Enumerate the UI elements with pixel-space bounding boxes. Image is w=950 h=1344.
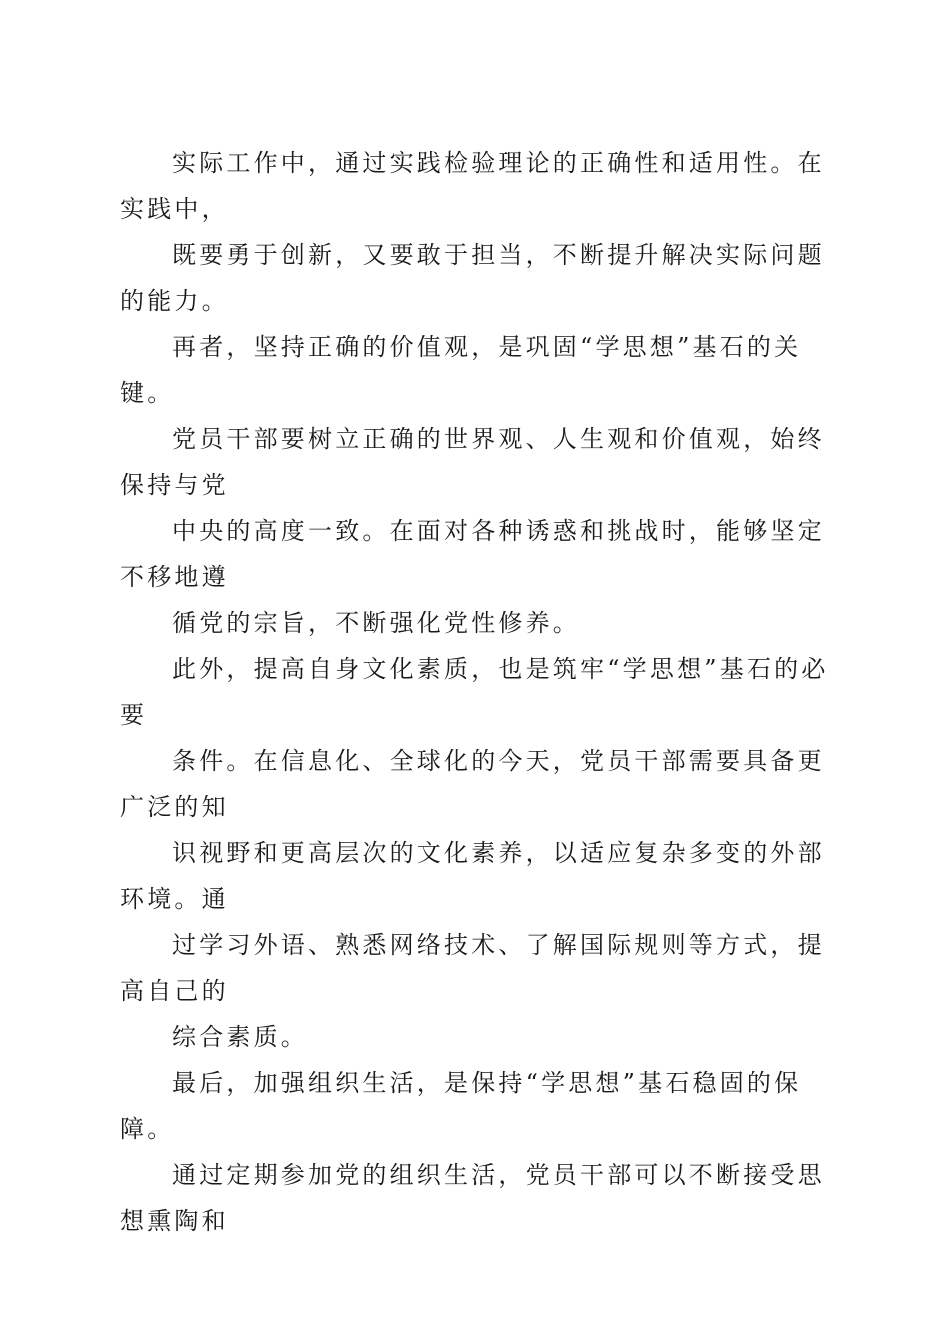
paragraph-8: 条件。在信息化、全球化的今天，党员干部需要具备更广泛的知 — [120, 747, 825, 821]
paragraph-10: 过学习外语、熟悉网络技术、了解国际规则等方式，提高自己的 — [120, 931, 825, 1005]
paragraph-11: 综合素质。 — [172, 1023, 308, 1051]
paragraph-7: 此外，提高自身文化素质，也是筑牢“学思想”基石的必要 — [120, 655, 829, 729]
paragraph-13: 通过定期参加党的组织生活，党员干部可以不断接受思想熏陶和 — [120, 1161, 825, 1235]
document-body — [120, 140, 830, 1244]
paragraph-3: 再者，坚持正确的价值观，是巩固“学思想”基石的关键。 — [120, 333, 802, 407]
paragraph-2: 既要勇于创新，又要敢于担当，不断提升解决实际问题的能力。 — [120, 241, 825, 315]
paragraph-4: 党员干部要树立正确的世界观、人生观和价值观，始终保持与党 — [120, 425, 825, 499]
paragraph-9: 识视野和更高层次的文化素养，以适应复杂多变的外部环境。通 — [120, 839, 825, 913]
paragraph-6: 循党的宗旨，不断强化党性修养。 — [172, 609, 580, 637]
paragraph-1: 实际工作中，通过实践检验理论的正确性和适用性。在实践中， — [120, 149, 825, 223]
paragraph-5: 中央的高度一致。在面对各种诱惑和挑战时，能够坚定不移地遵 — [120, 517, 825, 591]
paragraph-12: 最后，加强组织生活，是保持“学思想”基石稳固的保障。 — [120, 1069, 802, 1143]
